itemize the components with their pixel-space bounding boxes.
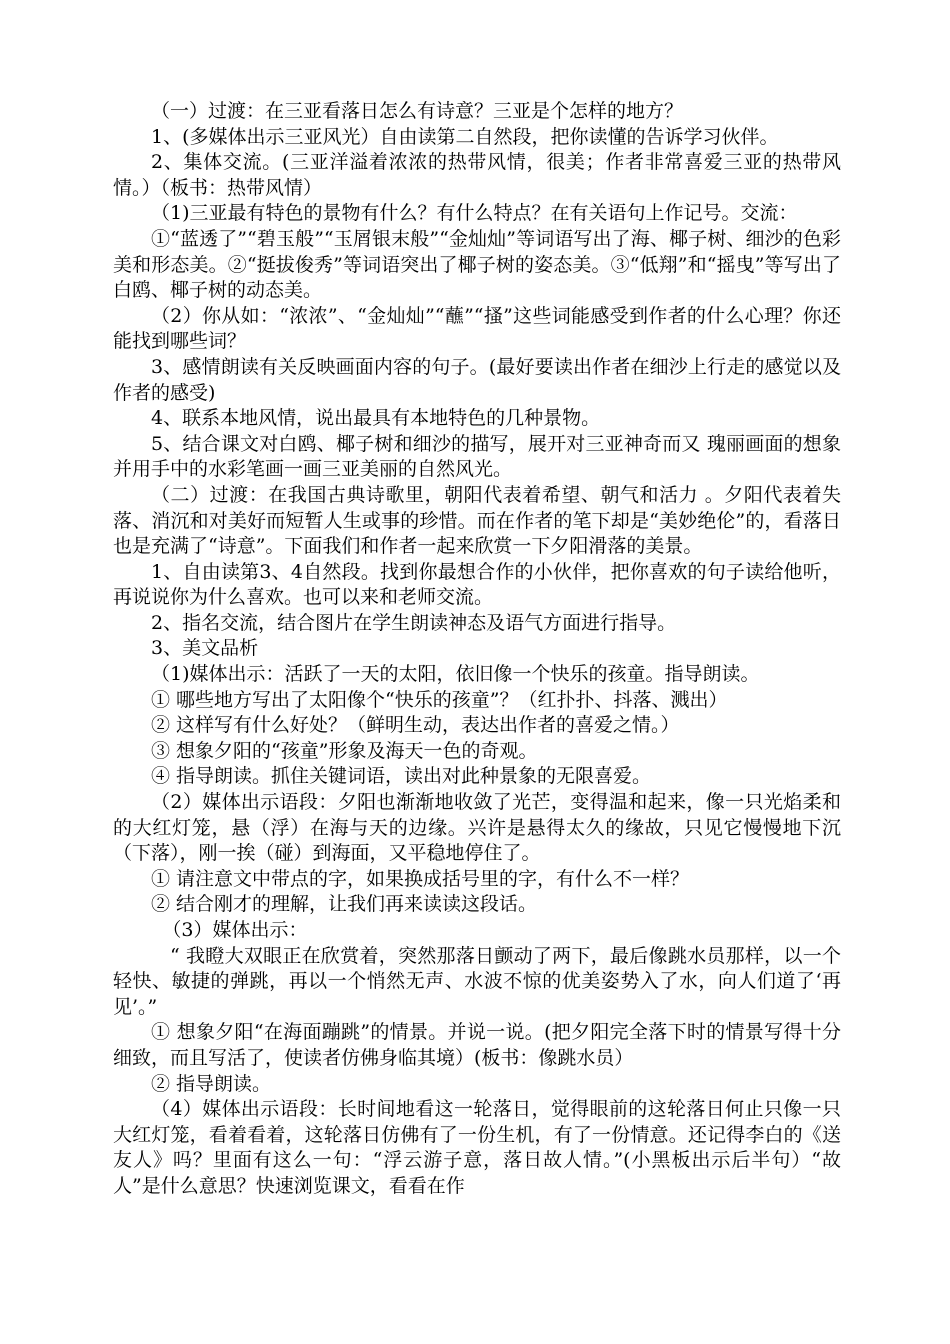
paragraph: 1、(多媒体出示三亚风光）自由读第二自然段，把你读懂的告诉学习伙伴。 bbox=[151, 125, 779, 148]
paragraph: （1)三亚最有特色的景物有什么？有什么特点？在有关语句上作记号。交流： bbox=[151, 202, 798, 225]
paragraph-transition-2: （二）过渡：在我国古典诗歌里，朝阳代表着希望、朝气和活力 。夕阳代表着失落、消沉和对美好而短暂人生或事的珍惜。而在作者的笔下却是“美妙绝伦”的，看落日也是充满了“诗意”。下面我们和作者一起来欣赏一下夕阳滑落的美景。 bbox=[113, 483, 841, 558]
paragraph: ② 这样写有什么好处？（鲜明生动，表达出作者的喜爱之情。） bbox=[151, 714, 680, 737]
quote-paragraph: “ 我瞪大双眼正在欣赏着，突然那落日颤动了两下，最后像跳水员那样，以一个轻快、敏捷的弹跳，再以一个悄然无声、水波不惊的优美姿势入了水，向人们道了‘再见’。” bbox=[113, 944, 841, 1018]
paragraph: ④ 指导朗读。抓住关键词语，读出对此种景象的无限喜爱。 bbox=[151, 765, 652, 788]
paragraph: ② 指导朗读。 bbox=[151, 1072, 272, 1095]
paragraph: （1)媒体出示：活跃了一天的太阳，依旧像一个快乐的孩童。指导朗读。 bbox=[151, 663, 760, 686]
paragraph: ① 哪些地方写出了太阳像个“快乐的孩童”？（红扑扑、抖落、溅出） bbox=[151, 688, 728, 711]
paragraph: 3、美文品析 bbox=[151, 637, 259, 660]
paragraph: 1、自由读第3、4自然段。找到你最想合作的小伙伴，把你喜欢的句子读给他听，再说说你为什么喜欢。也可以来和老师交流。 bbox=[113, 560, 841, 609]
paragraph-transition-1: （一）过渡：在三亚看落日怎么有诗意？三亚是个怎样的地方？ bbox=[151, 100, 684, 122]
paragraph: ② 结合刚才的理解，让我们再来读读这段话。 bbox=[151, 893, 538, 916]
paragraph: 3、感情朗读有关反映画面内容的句子。(最好要读出作者在细沙上行走的感觉以及作者的感受) bbox=[113, 355, 841, 404]
paragraph: ① 请注意文中带点的字，如果换成括号里的字，有什么不一样？ bbox=[151, 867, 690, 890]
paragraph: （2）你从如：“浓浓”、“金灿灿”“蘸”“搔”这些词能感受到作者的什么心理？你还能找到哪些词？ bbox=[113, 304, 841, 353]
paragraph: 2、指名交流，结合图片在学生朗读神态及语气方面进行指导。 bbox=[151, 611, 677, 634]
paragraph: 5、结合课文对白鸥、椰子树和细沙的描写，展开对三亚神奇而又 瑰丽画面的想象并用手中的水彩笔画一画三亚美丽的自然风光。 bbox=[113, 432, 841, 481]
paragraph: 4、联系本地风情，说出最具有本地特色的几种景物。 bbox=[151, 407, 601, 430]
document-body bbox=[113, 99, 841, 1200]
paragraph: （3）媒体出示： bbox=[162, 919, 308, 941]
paragraph: （4）媒体出示语段：长时间地看这一轮落日，觉得眼前的这轮落日何止只像一只大红灯笼，看着看着，这轮落日仿佛有了一份生机，有了一份情意。还记得李白的《送友人》吗？里面有这么一句：“浮云游子意，落日故人情。”(小黑板出示后半句）“故人”是什么意思？快速浏览课文，看看在作 bbox=[113, 1098, 841, 1197]
paragraph: ①“蓝透了”“碧玉般”“玉屑银末般”“金灿灿”等词语写出了海、椰子树、细沙的色彩美和形态美。②“挺拔俊秀”等词语突出了椰子树的姿态美。③“低翔”和“摇曳”等写出了白鸥、椰子树的动态美。 bbox=[113, 227, 841, 302]
paragraph: （2）媒体出示语段：夕阳也渐渐地收敛了光芒，变得温和起来，像一只光焰柔和的大红灯笼，悬（浮）在海与天的边缘。兴许是悬得太久的缘故，只见它慢慢地下沉（下落），刚一挨（碰）到海面，又平稳地停住了。 bbox=[113, 791, 841, 865]
paragraph: ③ 想象夕阳的“孩童”形象及海天一色的奇观。 bbox=[151, 739, 538, 762]
paragraph: ① 想象夕阳“在海面蹦跳”的情景。并说一说。(把夕阳完全落下时的情景写得十分细致，而且写活了，使读者仿佛身临其境）(板书：像跳水员） bbox=[113, 1021, 841, 1069]
paragraph: 2、集体交流。(三亚洋溢着浓浓的热带风情，很美；作者非常喜爱三亚的热带风情。）（板书：热带风情） bbox=[113, 151, 841, 199]
